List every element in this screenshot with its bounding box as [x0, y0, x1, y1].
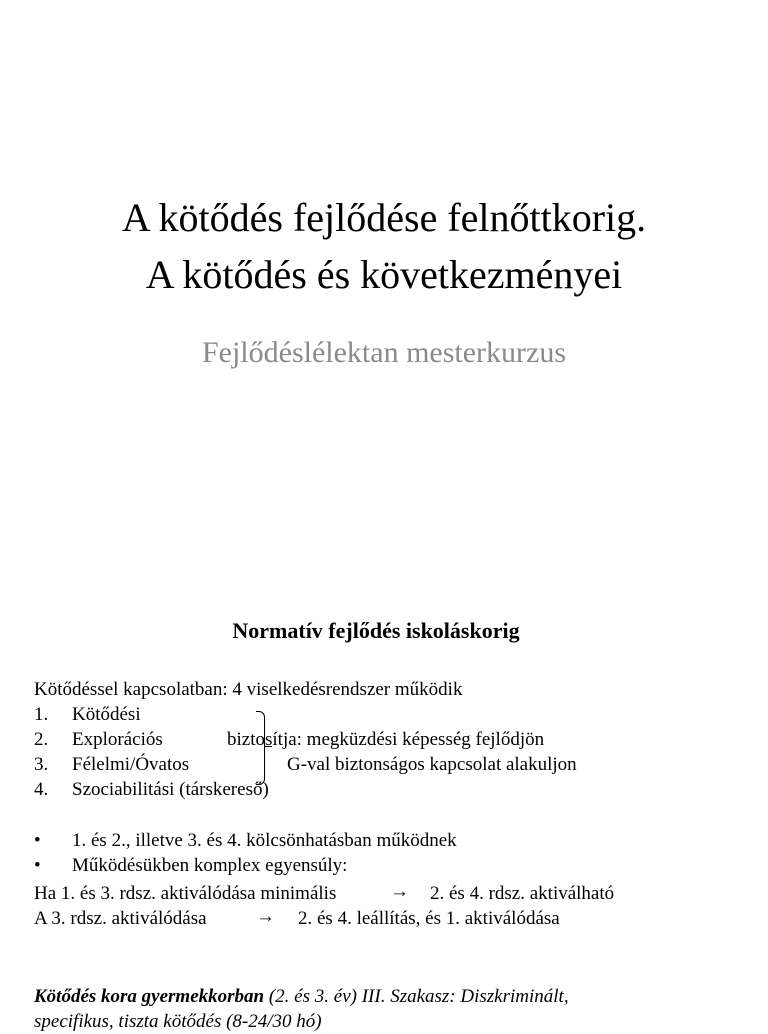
- system-item-4-label: Szociabilitási (társkereső): [72, 779, 269, 800]
- rule-2-result: 2. és 4. leállítás, és 1. aktiválódása: [298, 908, 560, 929]
- system-item-3-label: Félelmi/Óvatos: [72, 754, 190, 775]
- attachment-stage-line-2: specifikus, tiszta kötődés (8-24/30 hó): [34, 1011, 322, 1032]
- bullet-2-text: Működésükben komplex egyensúly:: [72, 855, 348, 876]
- bullet-2-marker: •: [34, 855, 41, 876]
- system-item-2-label: Explorációs: [72, 729, 163, 750]
- system-item-3-number: 3.: [34, 754, 49, 775]
- rule-2-condition: A 3. rdsz. aktiválódása: [34, 908, 207, 929]
- intro-text: Kötődéssel kapcsolatban: 4 viselkedésrendszer működik: [34, 679, 463, 700]
- system-item-1-number: 1.: [34, 704, 49, 725]
- rule-2-arrow: →: [256, 906, 275, 927]
- system-item-4-number: 4.: [34, 779, 49, 800]
- rule-1-result: 2. és 4. rdsz. aktiválható: [430, 883, 615, 904]
- slide-subtitle: Fejlődéslélektan mesterkurzus: [201, 336, 567, 369]
- rule-1-arrow: →: [390, 881, 409, 902]
- system-item-1-label: Kötődési: [72, 704, 141, 725]
- bullet-1-marker: •: [34, 830, 41, 851]
- rule-1-condition: Ha 1. és 3. rdsz. aktiválódása minimális: [34, 883, 337, 904]
- section-heading: Normatív fejlődés iskoláskorig: [232, 618, 520, 643]
- attachment-stage-detail: (2. és 3. év) III. Szakasz: Diszkriminált,: [264, 986, 569, 1007]
- attachment-stage-line-1: [34, 985, 569, 1009]
- attachment-stage-title: Kötődés kora gyermekkorban: [34, 986, 265, 1007]
- system-item-2-number: 2.: [34, 729, 49, 750]
- slide-title-line-1: A kötődés fejlődése felnőttkorig.: [121, 195, 647, 240]
- bracket-note-coping: biztosítja: megküzdési képesség fejlődjön: [227, 729, 545, 750]
- slide-title-line-2: A kötődés és következményei: [145, 252, 623, 297]
- bullet-1-text: 1. és 2., illetve 3. és 4. kölcsönhatásban működnek: [72, 830, 457, 851]
- bracket-note-secure-bond: G-val biztonságos kapcsolat alakuljon: [287, 754, 577, 775]
